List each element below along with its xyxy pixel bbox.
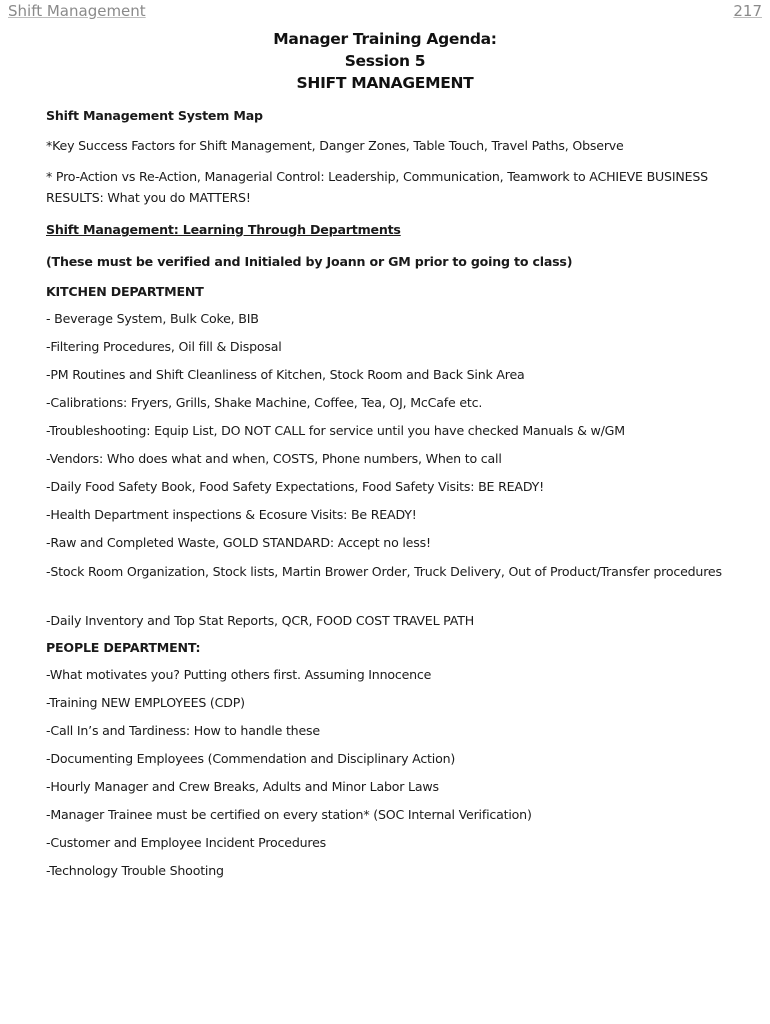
kitchen-item: -Health Department inspections & Ecosure Visits: Be READY!: [46, 507, 417, 522]
people-item: -What motivates you? Putting others first. Assuming Innocence: [46, 667, 432, 682]
page-number: 217: [733, 2, 762, 20]
people-item: -Call In’s and Tardiness: How to handle these: [46, 723, 320, 738]
title-line-1: Manager Training Agenda:: [273, 30, 497, 48]
system-map-heading: Shift Management System Map: [46, 108, 263, 123]
people-item: -Technology Trouble Shooting: [46, 863, 224, 878]
header-section-title: Shift Management: [8, 2, 146, 20]
kitchen-item: -PM Routines and Shift Cleanliness of Kitchen, Stock Room and Back Sink Area: [46, 367, 525, 382]
kitchen-heading: KITCHEN DEPARTMENT: [46, 284, 204, 299]
people-heading: PEOPLE DEPARTMENT:: [46, 640, 201, 655]
kitchen-item: -Daily Food Safety Book, Food Safety Expectations, Food Safety Visits: BE READY!: [46, 479, 544, 494]
people-item: -Hourly Manager and Crew Breaks, Adults and Minor Labor Laws: [46, 779, 439, 794]
people-item: -Documenting Employees (Commendation and Disciplinary Action): [46, 751, 456, 766]
kitchen-item: -Stock Room Organization, Stock lists, Martin Brower Order, Truck Delivery, Out of Product/Transfer procedures: [46, 564, 722, 579]
kitchen-item: - Beverage System, Bulk Coke, BIB: [46, 311, 259, 326]
running-header: [8, 2, 762, 20]
kitchen-item: -Raw and Completed Waste, GOLD STANDARD: Accept no less!: [46, 535, 431, 550]
verify-note: (These must be verified and Initialed by Joann or GM prior to going to class): [46, 254, 573, 269]
people-item: -Training NEW EMPLOYEES (CDP): [46, 695, 245, 710]
kitchen-item: -Calibrations: Fryers, Grills, Shake Machine, Coffee, Tea, OJ, McCafe etc.: [46, 395, 483, 410]
people-item: -Manager Trainee must be certified on every station* (SOC Internal Verification): [46, 807, 532, 822]
kitchen-item: -Vendors: Who does what and when, COSTS, Phone numbers, When to call: [46, 451, 502, 466]
title-line-2: Session 5: [344, 52, 426, 70]
people-item: -Customer and Employee Incident Procedures: [46, 835, 327, 850]
key-success-line: *Key Success Factors for Shift Management, Danger Zones, Table Touch, Travel Paths, Observe: [46, 138, 624, 153]
title-line-3: SHIFT MANAGEMENT: [296, 74, 474, 92]
pro-action-line: * Pro-Action vs Re-Action, Managerial Control: Leadership, Communication, Teamwork to ACHIEVE BUSINESS RESULTS: What you do MATTERS!: [46, 169, 708, 205]
kitchen-item: -Troubleshooting: Equip List, DO NOT CALL for service until you have checked Manuals & w/GM: [46, 423, 625, 438]
kitchen-item: -Filtering Procedures, Oil fill & Disposal: [46, 339, 282, 354]
kitchen-item: -Daily Inventory and Top Stat Reports, QCR, FOOD COST TRAVEL PATH: [46, 613, 474, 628]
document-title: [0, 28, 770, 94]
learning-heading: Shift Management: Learning Through Departments: [46, 222, 401, 237]
